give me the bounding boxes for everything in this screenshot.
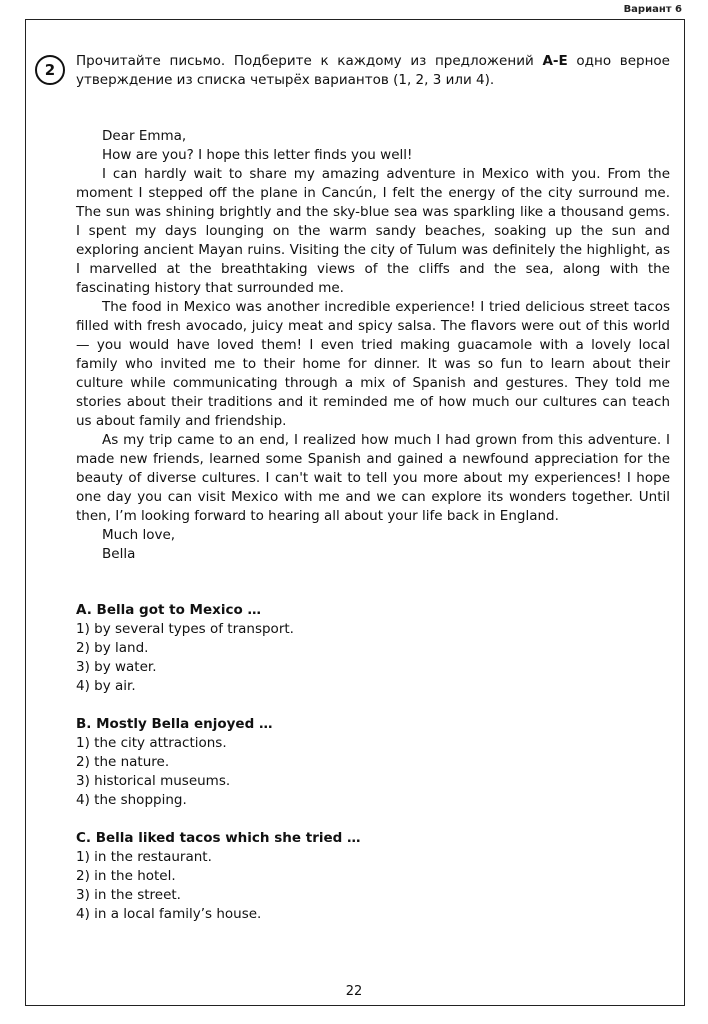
answer-option: 3) in the street. (76, 887, 181, 903)
answer-option: 1) in the restaurant. (76, 849, 212, 865)
question-title: C. Bella liked tacos which she tried … (76, 830, 361, 846)
question-c (76, 829, 670, 924)
letter-paragraph: The food in Mexico was another incredible experience! I tried delicious street tacos filled with fresh avocado, juicy meat and spicy salsa. The flavors were out of this world — you would have loved them! I even tried making guacamole with a lovely local family who invited me to their home for dinner. It was so fun to learn about their culture while communicating through a mix of Spanish and gestures. They told me stories about their traditions and it reminded me of how much our cultures can teach us about family and friendship. (76, 299, 670, 429)
question-a (76, 601, 670, 696)
letter-opening: How are you? I hope this letter finds you well! (102, 147, 413, 163)
letter-signature: Bella (102, 546, 136, 562)
answer-option: 2) the nature. (76, 754, 170, 770)
letter-paragraph: As my trip came to an end, I realized how much I had grown from this adventure. I made new friends, learned some Spanish and gained a newfound appreciation for the beauty of diverse cultures. I can't wait to tell you more about my experiences! I hope one day you can visit Mexico with me and we can explore its wonders together. Until then, I’m looking forward to hearing all about your life back in England. (76, 432, 670, 524)
answer-option: 3) by water. (76, 659, 157, 675)
questions-list (76, 601, 670, 943)
instruction-text-1: Прочитайте письмо. Подберите к каждому из предложений (76, 53, 543, 69)
letter-greeting: Dear Emma, (102, 128, 187, 144)
instruction-range: A-E (542, 53, 568, 69)
answer-option: 4) by air. (76, 678, 136, 694)
letter-closing: Much love, (102, 527, 176, 543)
task-number-badge: 2 (35, 55, 65, 85)
answer-option: 2) in the hotel. (76, 868, 176, 884)
answer-option: 4) the shopping. (76, 792, 187, 808)
question-title: B. Mostly Bella enjoyed … (76, 716, 273, 732)
letter-paragraph: I can hardly wait to share my amazing adventure in Mexico with you. From the moment I stepped off the plane in Cancún, I felt the energy of the city surround me. The sun was shining brightly and the sky-blue sea was sparkling like a thousand gems. I spent my days lounging on the warm sandy beaches, soaking up the sun and exploring ancient Mayan ruins. Visiting the city of Tulum was definitely the highlight, as I marvelled at the breathtaking views of the cliffs and the sea, along with the fascinating history that surrounded me. (76, 166, 670, 296)
answer-option: 2) by land. (76, 640, 149, 656)
answer-option: 1) the city attractions. (76, 735, 227, 751)
answer-option: 1) by several types of transport. (76, 621, 294, 637)
question-b (76, 715, 670, 810)
letter-body (76, 127, 670, 564)
answer-option: 4) in a local family’s house. (76, 906, 262, 922)
question-title: A. Bella got to Mexico … (76, 602, 261, 618)
answer-option: 3) historical museums. (76, 773, 231, 789)
page-number: 22 (345, 984, 363, 999)
task-instruction (76, 52, 670, 90)
variant-label: Вариант 6 (623, 4, 682, 15)
instruction-text-2: одно верное утверждение из списка четырёх вариантов (1, 2, 3 или 4). (76, 53, 670, 88)
